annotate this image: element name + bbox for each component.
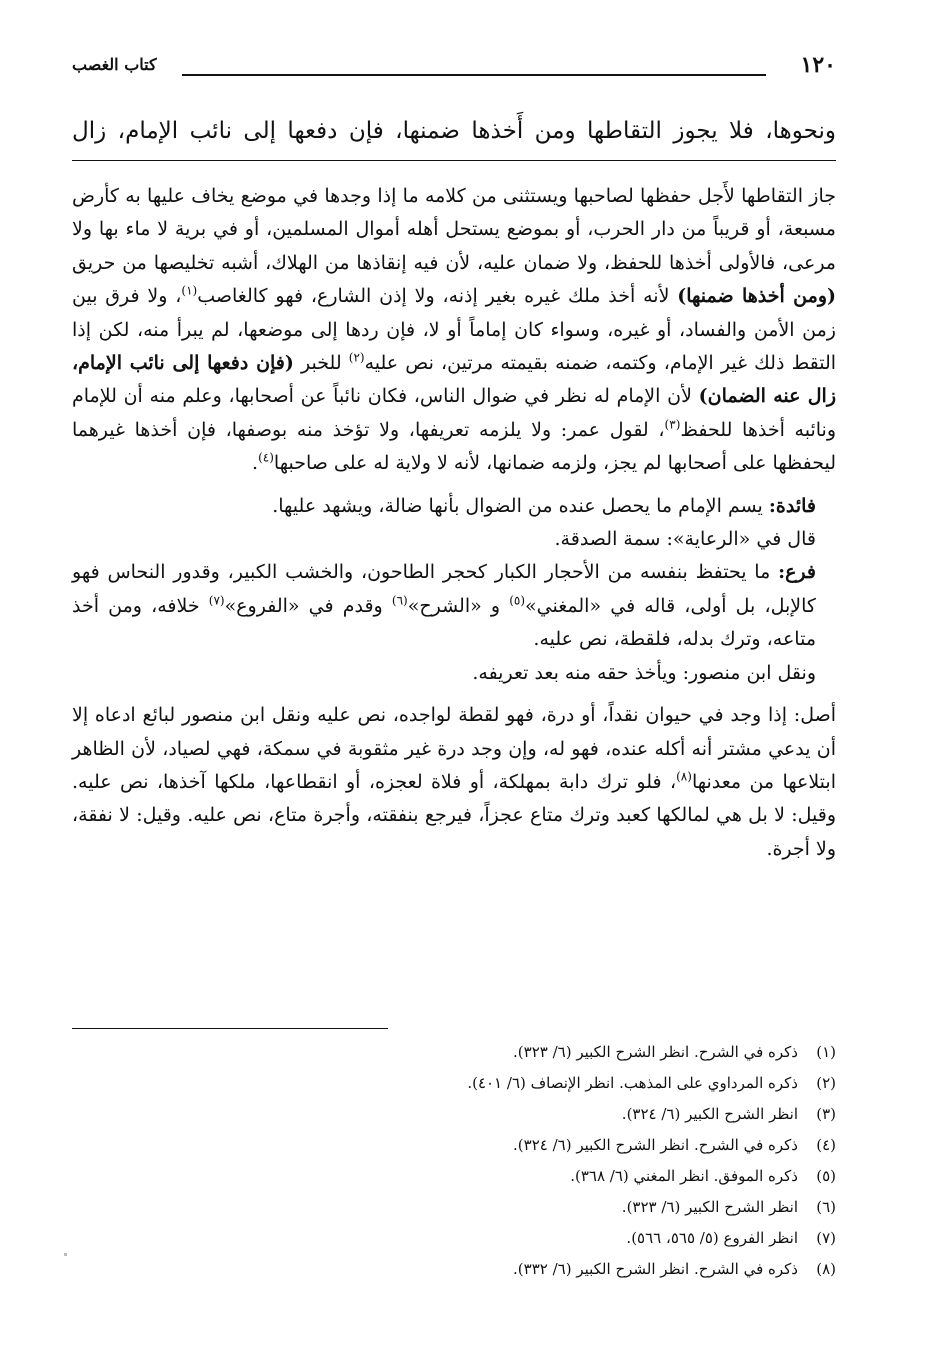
footnote-text: انظر الشرح الكبير (٦/ ٣٢٤). (621, 1105, 798, 1123)
footnote-text: ذكره الموفق. انظر المغني (٦/ ٣٦٨). (570, 1167, 798, 1185)
quoted-matn: (فإن دفعها إلى نائب الإمام، زال عنه الضمان) (72, 352, 836, 408)
footnote-divider (72, 1028, 388, 1029)
footnote-number: (١) (816, 1043, 836, 1061)
commentary-paragraph: قال في «الرعاية»: سمة الصدقة. (554, 528, 816, 551)
note-label: فرع: (778, 561, 816, 584)
footnote-text: ذكره المرداوي على المذهب. انظر الإنصاف (٦/ ٤٠١). (467, 1074, 798, 1092)
note-label: فائدة: (768, 494, 816, 517)
quoted-matn: (ومن أخذها ضمنها) (677, 285, 836, 308)
footnote-number: (٦) (816, 1198, 836, 1216)
footnote-number: (٧) (816, 1229, 836, 1247)
footnote-number: (٤) (816, 1136, 836, 1154)
running-header (72, 52, 836, 80)
matn-divider (72, 160, 836, 161)
matn-text: ونحوها، فلا يجوز التقاطها ومن أَخذها ضمنها، فإن دفعها إلى نائب الإمام، زال (72, 118, 836, 144)
footnote-text: انظر الشرح الكبير (٦/ ٣٢٣). (621, 1198, 798, 1216)
footnote-ref[interactable]: (٤) (258, 450, 274, 465)
book-page (72, 52, 836, 1352)
footnote-item (72, 1130, 836, 1161)
book-title: كتاب الغصب (72, 55, 157, 74)
footnote-text: ذكره في الشرح. انظر الشرح الكبير (٦/ ٣٣٢). (513, 1260, 798, 1278)
page-number: ١٢٠ (800, 52, 836, 78)
commentary-body (72, 180, 836, 866)
footnote-number: (٢) (816, 1074, 836, 1092)
footnote-number: (٣) (816, 1105, 836, 1123)
footnote-item (72, 1192, 836, 1223)
footnote-ref[interactable]: (١) (181, 283, 198, 298)
principle-note: أصل: إذا وجد في حيوان نقداً، أو درة، فهو لقطة لواجده، نص عليه ونقل ابن منصور لبائع ادعاه إلا أن يدعي مشتر أنه أكله عنده، فهو له، وإن وجد درة غير مثقوبة في سمكة، فهي لصياد، لأن الظاهر ابتلاعها من معدنها$^{(٨)}$، فلو ترك دابة بمهلكة، أو فلاة لعجزه، أو انقطاعها، ملكها آخذها، نص عليه. وقيل: لا بل هي لمالكها كعبد وترك متاع عجزاً، فيرجع بنفقته، وأجرة متاع، نص عليه. وقيل: لا نفقة، ولا أجرة. (72, 704, 836, 860)
footnote-ref[interactable]: (٣) (664, 417, 681, 432)
commentary-paragraph: جاز التقاطها لأَجل حفظها لصاحبها ويستثنى من كلامه ما إذا وجدها في موضع يخاف عليها به كأرض مسبعة، أو قريباً من دار الحرب، أو بموضع يستحل أهله أموال المسلمين، أو في برية لا ماء بها ولا مرعى، فالأولى أخذها للحفظ، ولا ضمان عليه، لأن فيه إنقاذها من الهلاك، أشبه تخليصها من حريق (ومن أخذها ضمنها) لأنه أخذ ملك غيره بغير إذنه، ولا إذن الشارع، فهو كالغاصب$^{(١)}$، ولا فرق بين زمن الأمن والفساد، أو غيره، وسواء كان إماماً أو لا، فإن ردها إلى موضعها، لم يبرأ منه، لكن إذا التقط ذلك غير الإمام، وكتمه، ضمنه بقيمته مرتين، نص عليه$^{(٢)}$ للخبر (فإن دفعها إلى نائب الإمام، زال عنه الضمان) لأن الإمام له نظر في ضوال الناس، فكان نائباً عن أصحابها، وعلم منه أن للإمام ونائبه أخذها للحفظ$^{(٣)}$، لقول عمر: ولا يلزمه تعريفها، ولا تؤخذ منه بوصفها، فإن أخذها غيرهما ليحفظها على أصحابها لم يجز، ولزمه ضمانها، لأنه لا ولاية له على صاحبها$^{(٤)}$. (72, 185, 837, 475)
footnote-text: انظر الفروع (٥/ ٥٦٥، ٥٦٦). (626, 1229, 798, 1247)
header-rule (182, 74, 766, 76)
scan-speck (64, 1253, 67, 1256)
footnote-item (72, 1068, 836, 1099)
footnotes (72, 1037, 836, 1285)
footnote-ref[interactable]: (٥) (509, 593, 526, 608)
footnote-ref[interactable]: (٨) (676, 769, 692, 784)
footnote-ref[interactable]: (٦) (391, 593, 408, 608)
footnote-text: ذكره في الشرح. انظر الشرح الكبير (٦/ ٣٢٤). (513, 1136, 798, 1154)
commentary-paragraph: ونقل ابن منصور: ويأخذ حقه منه بعد تعريفه. (472, 661, 816, 684)
footnote-ref[interactable]: (٧) (208, 593, 225, 608)
footnote-item (72, 1254, 836, 1285)
footnote-item (72, 1223, 836, 1254)
footnote-text: ذكره في الشرح. انظر الشرح الكبير (٦/ ٣٢٣). (513, 1043, 798, 1061)
footnote-number: (٨) (816, 1260, 836, 1278)
footnote-number: (٥) (816, 1167, 836, 1185)
footnote-item (72, 1037, 836, 1068)
branch-note: فرع: ما يحتفظ بنفسه من الأحجار الكبار كحجر الطاحون، والخشب الكبير، وقدور النحاس فهو كالإبل، بل أولى، قاله في «المغني»$^{(٥)}$ و «الشرح»$^{(٦)}$ وقدم في «الفروع»$^{(٧)}$ خلافه، ومن أخذ متاعه، وترك بدله، فلقطة، نص عليه. (72, 561, 816, 651)
benefit-note: فائدة: يسم الإمام ما يحصل عنده من الضوال بأنها ضالة، ويشهد عليها. (272, 494, 816, 517)
footnote-ref[interactable]: (٢) (348, 350, 365, 365)
footnote-item (72, 1161, 836, 1192)
footnote-item (72, 1099, 836, 1130)
